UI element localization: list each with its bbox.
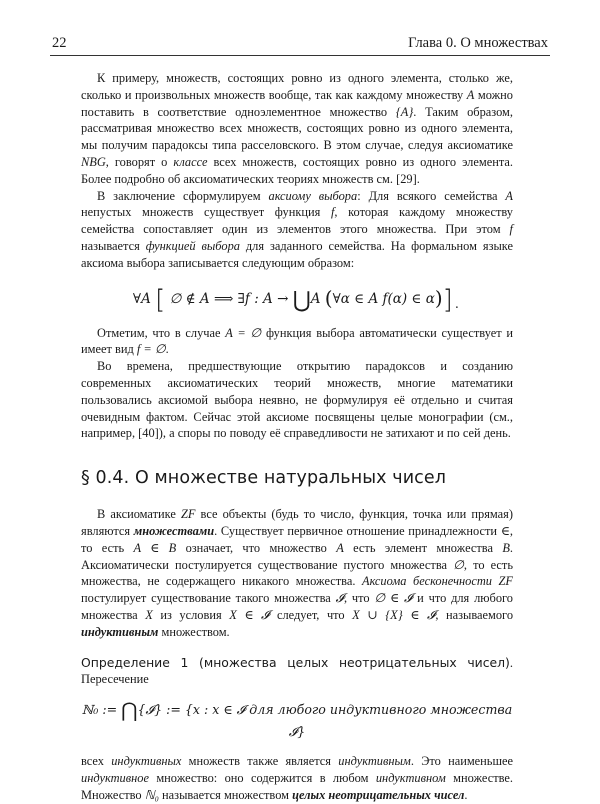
paragraph-inductive: всех индуктивных множеств также является индуктивным. Это наименьшее индуктивное множество: оно содержится в любом индуктивном множестве. Множество ℕ₀ называется множеством целых неотрицательных чисел. — [81, 754, 514, 802]
page-body — [81, 70, 513, 804]
definition-heading: Определение 1 (множества целых неотрицательных чисел) — [81, 654, 510, 670]
paragraph-singletons: К примеру, множеств, состоящих ровно из одного элемента, столько же, сколько и произвольных множеств вообще, так как каждому множеству A можно поставить в соответствие одноэлементное множество {A}. Таким образом, рассматривая множество всех множеств, состоящих ровно из одного элемента, мы получим парадоксы типа расселовского. В этом случае, следуя аксиоматике NBG, говорят о классе всех множеств, состоящих ровно из одного элемента. Более подробно об аксиоматических теориях множеств см. [29]. — [81, 71, 514, 186]
paragraph-empty-case: Отметим, что в случае A = ∅ функция выбора автоматически существует и имеет вид f = ∅. — [81, 325, 514, 357]
page-number: 22 — [52, 35, 67, 51]
running-header — [50, 33, 550, 56]
definition-1: Определение 1 (множества целых неотрицательных чисел). Пересечение — [81, 654, 513, 687]
chapter-title: Глава 0. О множествах — [408, 35, 548, 51]
axiom-of-choice-formula: ∀A [ ∅ ∉ A ⟹ ∃f : A → ⋃A (∀α ∈ A f(α) ∈ α)]. — [132, 284, 462, 315]
paragraph-history: Во времена, предшествующие открытию парадоксов и созданию современных аксиоматических теорий множеств, многие математики пользовались аксиомой выбора неявно, не формулируя её отдельно и считая очевидным фактом. Сейчас этой аксиоме посвящены целые монографии (см., например, [40]), а споры по поводу её справедливости не затихают и по сей день. — [81, 359, 513, 441]
paragraph-axiom-of-choice: В заключение сформулируем аксиому выбора: Для всякого семейства A непустых множеств существует функция f, которая каждому множеству семейства сопоставляет один из элементов этого множества. При этом f называется функцией выбора для заданного семейства. На формальном языке аксиома выбора записывается следующим образом: — [81, 188, 513, 270]
paragraph-zf-axioms: В аксиоматике ZF все объекты (будь то число, функция, точка или прямая) являются множествами. Существует первичное отношение принадлежности ∈, то есть A ∈ B означает, что множество A есть элемент множества B. Аксиоматически постулируется существование пустого множества ∅, то есть множества, не содержащего никакого множества. Аксиома бесконечности ZF постулирует существование такого множества 𝓘, что ∅ ∈ 𝓘 и что для любого множества X из условия X ∈ 𝓘 следует, что X ∪ {X} ∈ 𝓘, называемого индуктивным множеством. — [81, 507, 514, 639]
n0-definition-formula: ℕ₀ := ⋂{𝓘} := {x : x ∈ 𝓘 для любого индуктивного множества 𝓘} — [81, 698, 513, 740]
section-heading: § 0.4. О множестве натуральных чисел — [81, 468, 447, 489]
